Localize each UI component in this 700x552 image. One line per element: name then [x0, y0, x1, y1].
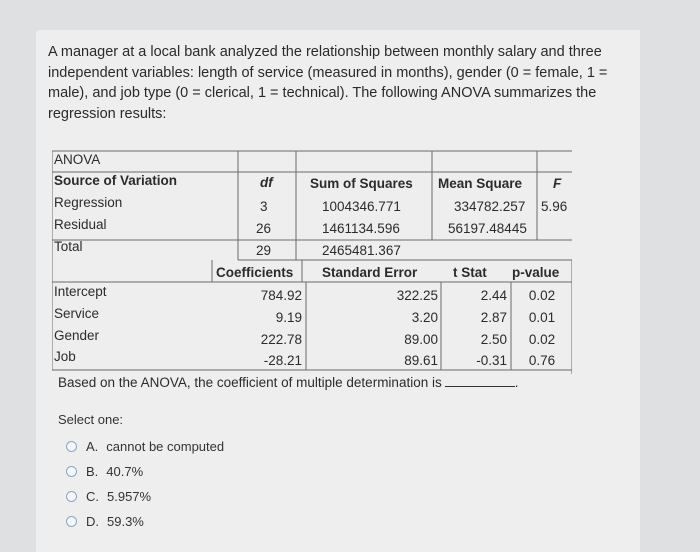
coef-row-t: 2.87 [480, 310, 507, 325]
coef-row-se: 89.00 [404, 332, 438, 347]
anova-title: ANOVA [54, 152, 101, 167]
radio-icon[interactable] [66, 441, 77, 452]
coef-row-p: 0.01 [528, 310, 556, 325]
coef-row-name: Intercept [54, 284, 107, 299]
row-regression-source: Regression [54, 195, 123, 210]
row-residual-ms: 56197.48445 [448, 221, 527, 236]
row-residual-source: Residual [54, 217, 107, 232]
coef-row-p: 0.76 [528, 353, 556, 368]
question-tail-text: Based on the ANOVA, the coefficient of multiple determination is [58, 375, 442, 390]
coef-row-name: Gender [54, 328, 100, 343]
row-regression-f: 5.96 [541, 199, 568, 214]
question-tail: Based on the ANOVA, the coefficient of multiple determination is . [58, 375, 519, 390]
row-total-ss: 2465481.367 [322, 243, 401, 258]
option-text: 40.7% [106, 464, 144, 479]
row-total-df: 29 [256, 243, 272, 258]
option-text: 5.957% [107, 489, 152, 504]
header-df: df [260, 175, 273, 190]
header-coefficients: Coefficients [216, 265, 294, 280]
row-regression-df: 3 [260, 199, 268, 214]
row-regression-ms: 334782.257 [454, 199, 526, 214]
option-a[interactable] [66, 434, 224, 459]
coef-row-p: 0.02 [528, 288, 556, 303]
coef-row-coef: -28.21 [263, 353, 302, 368]
coef-row-name: Service [54, 306, 100, 321]
question-text: A manager at a local bank analyzed the relationship between monthly salary and three independent variables: length of service (measured in months), gender (0 = female, 1 = male), and job type (0 = clerical, 1 = technical). The following ANOVA summarizes the regression results: [48, 44, 608, 122]
header-standard-error: Standard Error [322, 265, 418, 280]
header-t-stat: t Stat [453, 265, 487, 280]
coef-row-se: 89.61 [404, 353, 438, 368]
regression-table [52, 150, 572, 392]
radio-icon[interactable] [66, 466, 77, 477]
row-total-source: Total [54, 239, 83, 254]
header-ms: Mean Square [438, 176, 523, 191]
option-b[interactable] [66, 459, 224, 484]
row-residual-ss: 1461134.596 [322, 221, 400, 236]
header-source: Source of Variation [54, 173, 178, 188]
answer-blank [445, 374, 515, 387]
option-letter: B. [86, 464, 99, 479]
option-letter: C. [86, 489, 99, 504]
header-f: F [553, 176, 562, 191]
coef-row-p: 0.02 [528, 332, 556, 347]
option-d[interactable] [66, 509, 224, 534]
radio-icon[interactable] [66, 491, 77, 502]
radio-icon[interactable] [66, 516, 77, 527]
header-p-value: p-value [512, 265, 560, 280]
coef-row-t: 2.44 [480, 288, 507, 303]
coef-row-se: 3.20 [411, 310, 438, 325]
coef-row-coef: 784.92 [260, 288, 302, 303]
option-letter: D. [86, 514, 99, 529]
coef-row-coef: 222.78 [260, 332, 302, 347]
row-regression-ss: 1004346.771 [322, 199, 401, 214]
option-text: 59.3% [107, 514, 144, 529]
option-text: cannot be computed [106, 439, 225, 454]
coef-row-se: 322.25 [396, 288, 438, 303]
option-c[interactable] [66, 484, 224, 509]
header-ss: Sum of Squares [310, 176, 413, 191]
coef-row-coef: 9.19 [275, 310, 302, 325]
answer-options [66, 434, 224, 534]
coef-row-name: Job [54, 349, 76, 364]
option-letter: A. [86, 439, 99, 454]
coef-row-t: -0.31 [476, 353, 507, 368]
row-residual-df: 26 [256, 221, 272, 236]
select-one-label: Select one: [58, 412, 124, 427]
coef-row-t: 2.50 [480, 332, 507, 347]
